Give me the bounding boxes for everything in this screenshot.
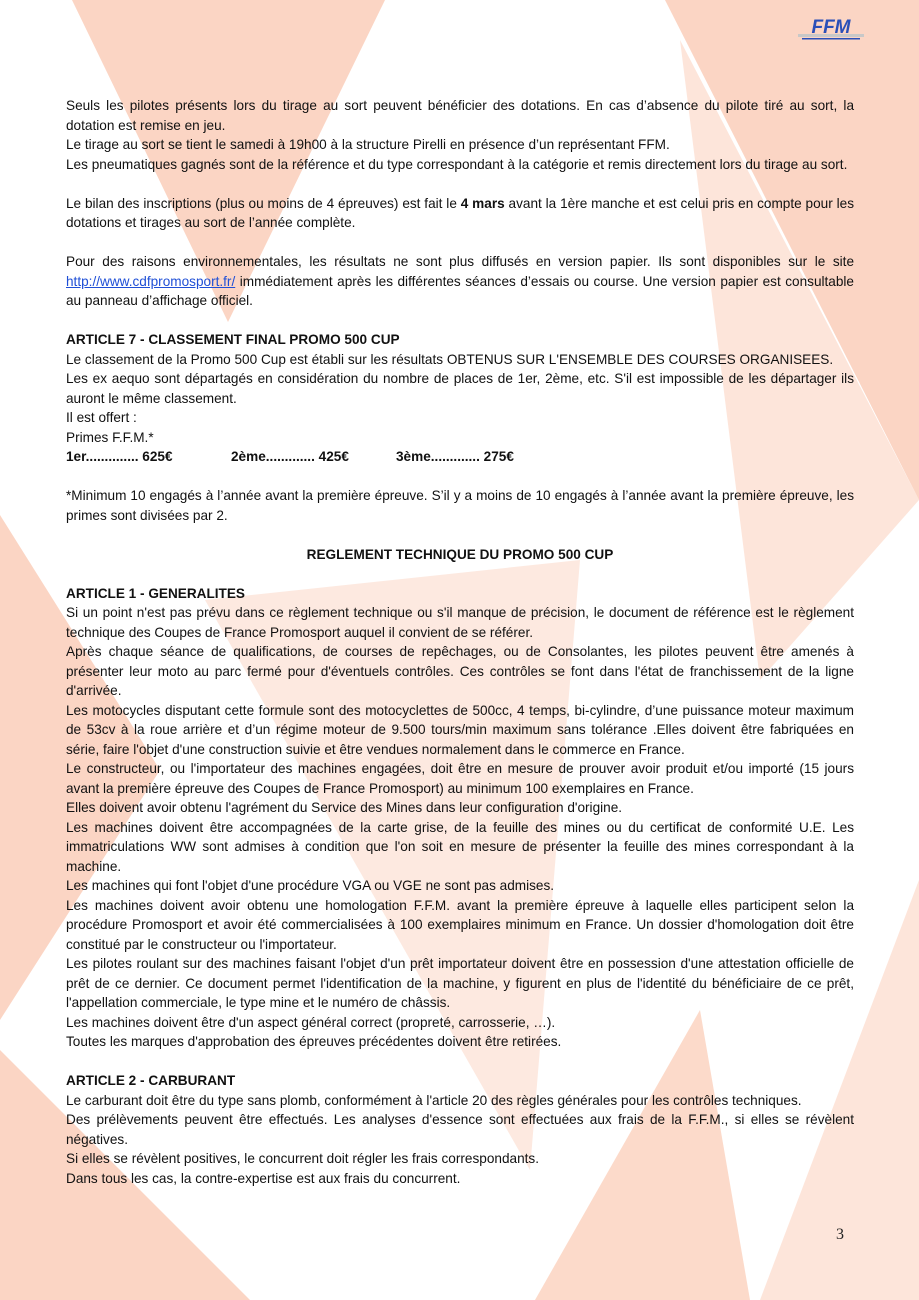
technical-regulation-title: REGLEMENT TECHNIQUE DU PROMO 500 CUP [306, 546, 614, 562]
article2-paragraph-4: Dans tous les cas, la contre-expertise est aux frais du concurrent. [66, 1170, 461, 1186]
article1-paragraph-3: Les motocycles disputant cette formule sont des motocyclettes de 500cc, 4 temps, bi-cylindre, d’une puissance moteur maximum de 53cv à la roue arrière et d’un régime moteur de 9.500 tours/min maximum sans tolérance .Elles doivent être fabriquées en série, faire l'objet d'une construction suivie et être vendues normalement dans le commerce en France. [66, 702, 854, 757]
prime-2eme: 2ème............. 425€ [231, 449, 349, 464]
article1-paragraph-1: Si un point n'est pas prévu dans ce règlement technique ou s'il manque de précision, le document de référence est le règlement technique des Coupes de France Promosport auquel il convient de se référer. [66, 605, 854, 640]
article1-paragraph-4: Le constructeur, ou l'importateur des machines engagées, doit être en mesure de prouver avoir produit et/ou importé (15 jours avant la première épreuve des Coupes de France Promosport) au minimum 100 exemplaires en France. [66, 761, 854, 796]
article1-paragraph-10: Les machines doivent être d'un aspect général correct (propreté, carrosserie, …). [66, 1014, 556, 1030]
bilan-date: 4 mars [460, 195, 505, 211]
page-number: 3 [836, 1226, 844, 1243]
results-paragraph: Pour des raisons environnementales, les résultats ne sont plus diffusés en version papier. Ils sont disponibles sur le site http://www.cdfpromosport.fr/ immédiatement après les différentes séances d’essais ou course. Une version papier est consultable au panneau d’affichage officiel. [66, 254, 854, 308]
intro-paragraph-1: Seuls les pilotes présents lors du tirage au sort peuvent bénéficier des dotations. En cas d’absence du pilote tiré au sort, la dotation est remise en jeu. [66, 98, 854, 133]
primes-row [66, 447, 854, 467]
prime-3eme: 3ème............. 275€ [396, 449, 514, 464]
article1-title: ARTICLE 1 - GENERALITES [66, 585, 245, 601]
article1-paragraph-2: Après chaque séance de qualifications, de courses de repêchages, ou de Consolantes, les pilotes peuvent être amenés à présenter leur moto au parc fermé pour d'éventuels contrôles. Ces contrôles se font dans l'état de franchissement de la ligne d'arrivée. [66, 644, 854, 698]
svg-text:FFM: FFM [811, 17, 851, 38]
cdfpromosport-link[interactable]: http://www.cdfpromosport.fr/ [66, 273, 236, 289]
article1-paragraph-6: Les machines doivent être accompagnées de la carte grise, de la feuille des mines ou du certificat de conformité U.E. Les immatriculations WW sont admises à condition que l'on soit en mesure de présenter la feuille des mines correspondant à la machine. [66, 819, 854, 874]
article1-paragraph-7: Les machines qui font l'objet d'une procédure VGA ou VGE ne sont pas admises. [66, 878, 555, 893]
article7-title: ARTICLE 7 - CLASSEMENT FINAL PROMO 500 CUP [66, 332, 400, 347]
article7-paragraph-2: Les ex aequo sont départagés en considération du nombre de places de 1er, 2ème, etc. S'il est impossible de les départager ils auront le même classement. [66, 371, 854, 406]
bilan-paragraph: Le bilan des inscriptions (plus ou moins de 4 épreuves) est fait le 4 mars avant la 1ère manche et est celui pris en compte pour les dotations et tirages au sort de l’année complète. [66, 195, 854, 230]
article2-paragraph-3: Si elles se révèlent positives, le concurrent doit régler les frais correspondants. [66, 1151, 539, 1166]
article2-paragraph-1: Le carburant doit être du type sans plomb, conformément à l'article 20 des règles générales pour les contrôles techniques. [66, 1092, 802, 1108]
article7-paragraph-3: Il est offert : [66, 410, 137, 425]
article1-paragraph-9: Les pilotes roulant sur des machines faisant l'objet d'un prêt importateur doivent être en possession d'une attestation officielle de prêt de ce dernier. Ce document permet l'identification de la machine, y figurent en plus de l'identité du bénéficiaire de ce prêt, l'appellation commerciale, le type mine et le numéro de châssis. [66, 956, 854, 1010]
prime-1er: 1er.............. 625€ [66, 449, 173, 464]
document-body [66, 96, 854, 1188]
article7-footnote: *Minimum 10 engagés à l’année avant la première épreuve. S’il y a moins de 10 engagés à l’année avant la première épreuve, les primes sont divisées par 2. [66, 488, 854, 523]
intro-paragraph-3: Les pneumatiques gagnés sont de la référence et du type correspondant à la catégorie et remis directement lors du tirage au sort. [66, 156, 848, 172]
article2-paragraph-2: Des prélèvements peuvent être effectués. Les analyses d'essence sont effectuées aux frais de la F.F.M., si elles se révèlent négatives. [66, 1112, 854, 1147]
article1-paragraph-8: Les machines doivent avoir obtenu une homologation F.F.M. avant la première épreuve à laquelle elles participent selon la procédure Promosport et avoir été commercialisées à 100 exemplaires minimum en France. Un dossier d'homologation doit être constitué par le constructeur ou l'importateur. [66, 897, 854, 952]
intro-paragraph-2: Le tirage au sort se tient le samedi à 19h00 à la structure Pirelli en présence d’un représentant FFM. [66, 137, 670, 152]
article7-paragraph-1: Le classement de la Promo 500 Cup est établi sur les résultats OBTENUS SUR L'ENSEMBLE DES COURSES ORGANISEES. [66, 351, 834, 367]
article1-paragraph-11: Toutes les marques d'approbation des épreuves précédentes doivent être retirées. [66, 1034, 562, 1049]
article2-title: ARTICLE 2 - CARBURANT [66, 1073, 236, 1088]
article1-paragraph-5: Elles doivent avoir obtenu l'agrément du Service des Mines dans leur configuration d'origine. [66, 800, 623, 815]
ffm-logo [798, 16, 864, 42]
article7-paragraph-4: Primes F.F.M.* [66, 429, 154, 445]
